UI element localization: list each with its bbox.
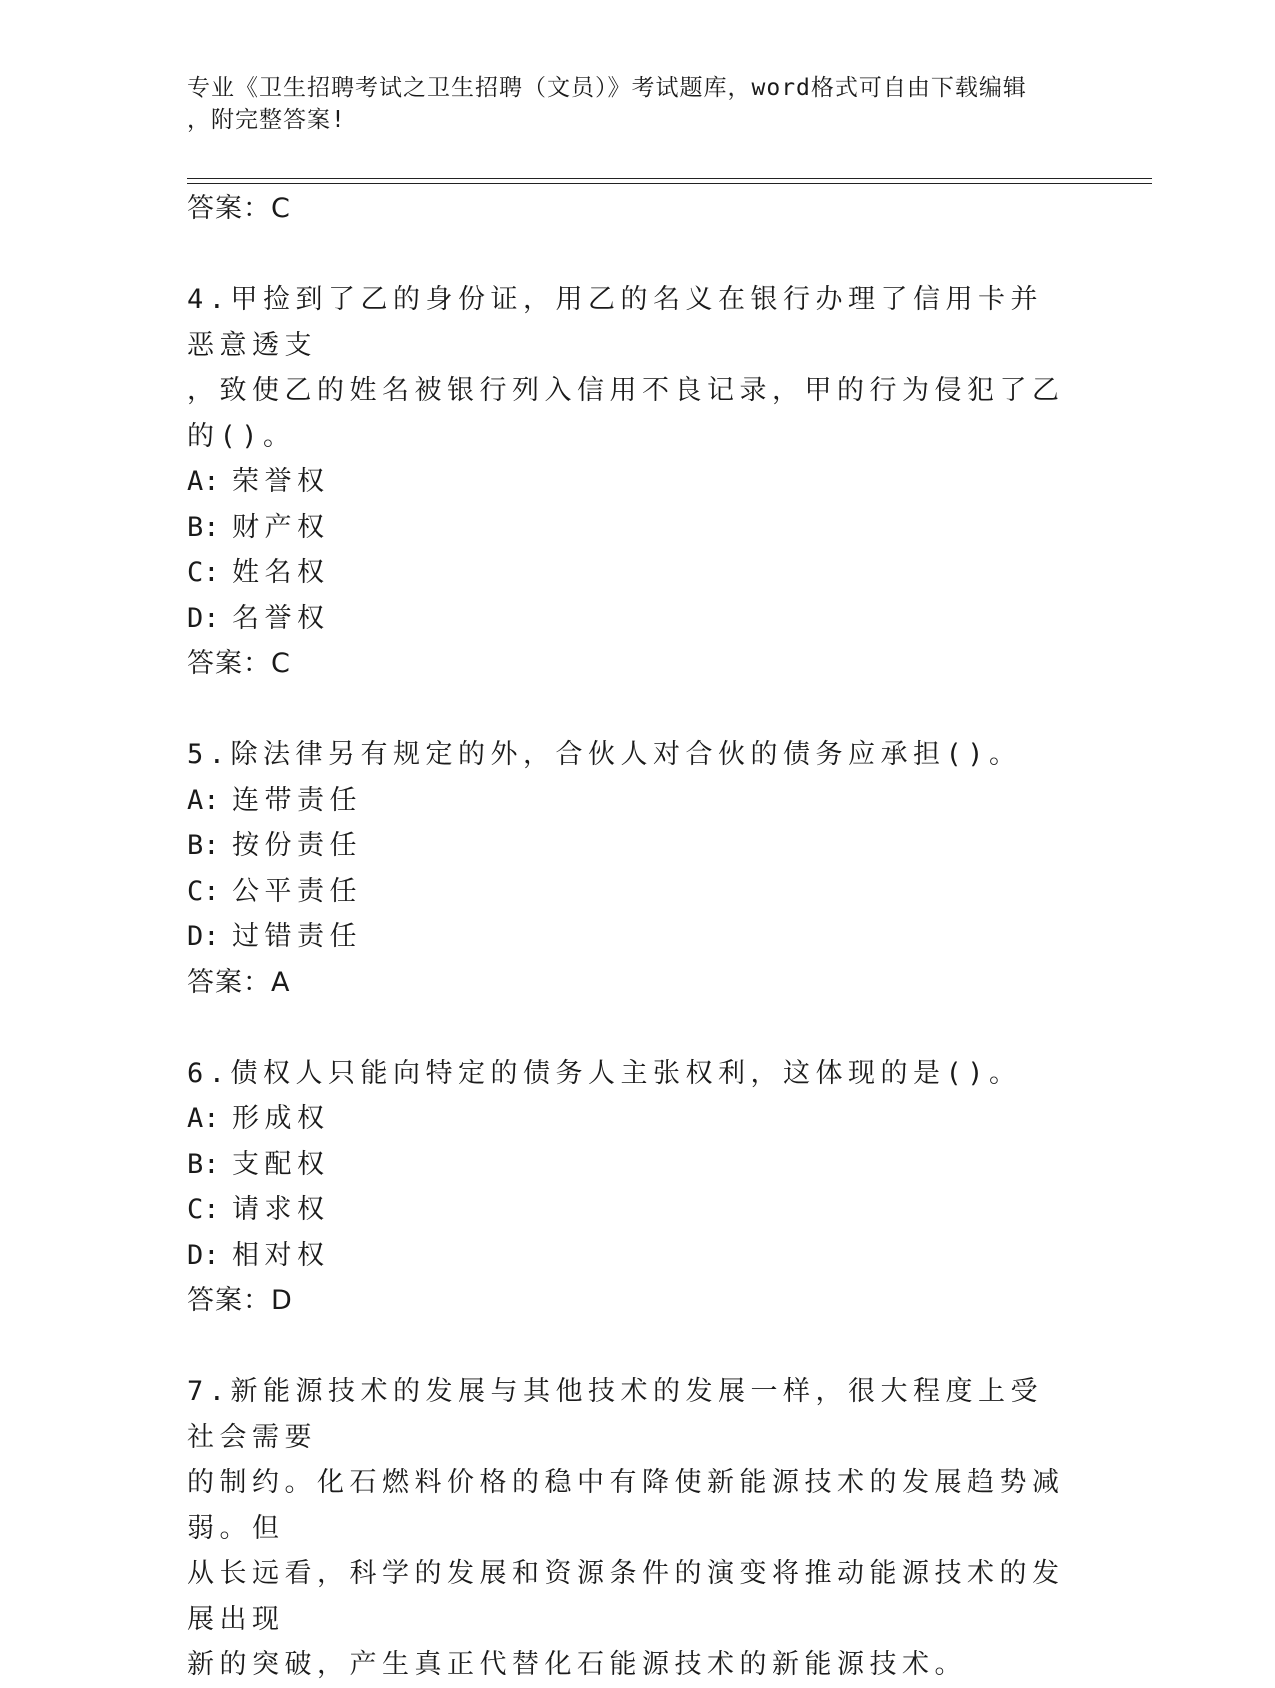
header-line-2: ，附完整答案! bbox=[187, 107, 346, 133]
option-c bbox=[187, 869, 1067, 915]
option-text: 按份责任 bbox=[232, 830, 362, 861]
option-text: 形成权 bbox=[232, 1103, 330, 1134]
question-text-line: 6.债权人只能向特定的债务人主张权利，这体现的是()。 bbox=[187, 1057, 1022, 1089]
option-text: 公平责任 bbox=[232, 875, 362, 907]
answer-line: 答案：C bbox=[187, 193, 291, 224]
question-6 bbox=[187, 1051, 1067, 1325]
option-a bbox=[187, 459, 1067, 505]
option-text: 财产权 bbox=[232, 511, 330, 543]
option-c bbox=[187, 1187, 1067, 1233]
document-body bbox=[187, 186, 1067, 1688]
option-a bbox=[187, 1096, 1067, 1142]
option-d bbox=[187, 596, 1067, 642]
option-letter: A: bbox=[187, 466, 220, 497]
question-text-line: 7.新能源技术的发展与其他技术的发展一样，很大程度上受社会需要 bbox=[187, 1376, 1044, 1453]
question-7 bbox=[187, 1369, 1067, 1688]
option-letter: C: bbox=[187, 557, 220, 588]
question-text-line: 的制约。化石燃料价格的稳中有降使新能源技术的发展趋势减弱。但 bbox=[187, 1467, 1065, 1544]
option-c bbox=[187, 550, 1067, 596]
option-letter: D: bbox=[187, 921, 220, 952]
option-text: 相对权 bbox=[232, 1239, 330, 1271]
answer-line: 答案：A bbox=[187, 966, 291, 998]
option-letter: D: bbox=[187, 602, 220, 634]
option-text: 荣誉权 bbox=[232, 466, 330, 497]
option-letter: D: bbox=[187, 1239, 220, 1271]
header-divider-bottom bbox=[187, 183, 1152, 184]
question-5 bbox=[187, 732, 1067, 1006]
option-b bbox=[187, 505, 1067, 551]
option-letter: C: bbox=[187, 1194, 220, 1225]
answer-line: 答案：C bbox=[187, 648, 291, 679]
question-text-line: ，致使乙的姓名被银行列入信用不良记录，甲的行为侵犯了乙的()。 bbox=[187, 375, 1065, 452]
option-letter: C: bbox=[187, 875, 220, 907]
option-d bbox=[187, 1233, 1067, 1279]
header-line-1: 专业《卫生招聘考试之卫生招聘（文员）》考试题库，word格式可自由下载编辑 bbox=[187, 75, 1027, 101]
option-text: 连带责任 bbox=[232, 784, 362, 816]
question-text-line: 4.甲捡到了乙的身份证，用乙的名义在银行办理了信用卡并恶意透支 bbox=[187, 284, 1044, 361]
question-text-line: 从长远看，科学的发展和资源条件的演变将推动能源技术的发展出现 bbox=[187, 1558, 1065, 1635]
option-text: 支配权 bbox=[232, 1148, 330, 1180]
document-header bbox=[187, 72, 1067, 136]
option-letter: B: bbox=[187, 1148, 220, 1180]
option-d bbox=[187, 914, 1067, 960]
option-letter: B: bbox=[187, 830, 220, 861]
answer-line: 答案：D bbox=[187, 1285, 293, 1316]
question-4 bbox=[187, 277, 1067, 687]
question-text-line: 5.除法律另有规定的外，合伙人对合伙的债务应承担()。 bbox=[187, 739, 1022, 770]
question-text-line: 新的突破，产生真正代替化石能源技术的新能源技术。 bbox=[187, 1649, 967, 1680]
option-letter: A: bbox=[187, 1103, 220, 1134]
option-letter: B: bbox=[187, 511, 220, 543]
option-text: 名誉权 bbox=[232, 602, 330, 634]
option-letter: A: bbox=[187, 784, 220, 816]
option-text: 姓名权 bbox=[232, 557, 330, 588]
option-b bbox=[187, 823, 1067, 869]
header-divider-top bbox=[187, 178, 1152, 179]
option-a bbox=[187, 778, 1067, 824]
option-text: 过错责任 bbox=[232, 921, 362, 952]
option-b bbox=[187, 1142, 1067, 1188]
option-text: 请求权 bbox=[232, 1194, 330, 1225]
